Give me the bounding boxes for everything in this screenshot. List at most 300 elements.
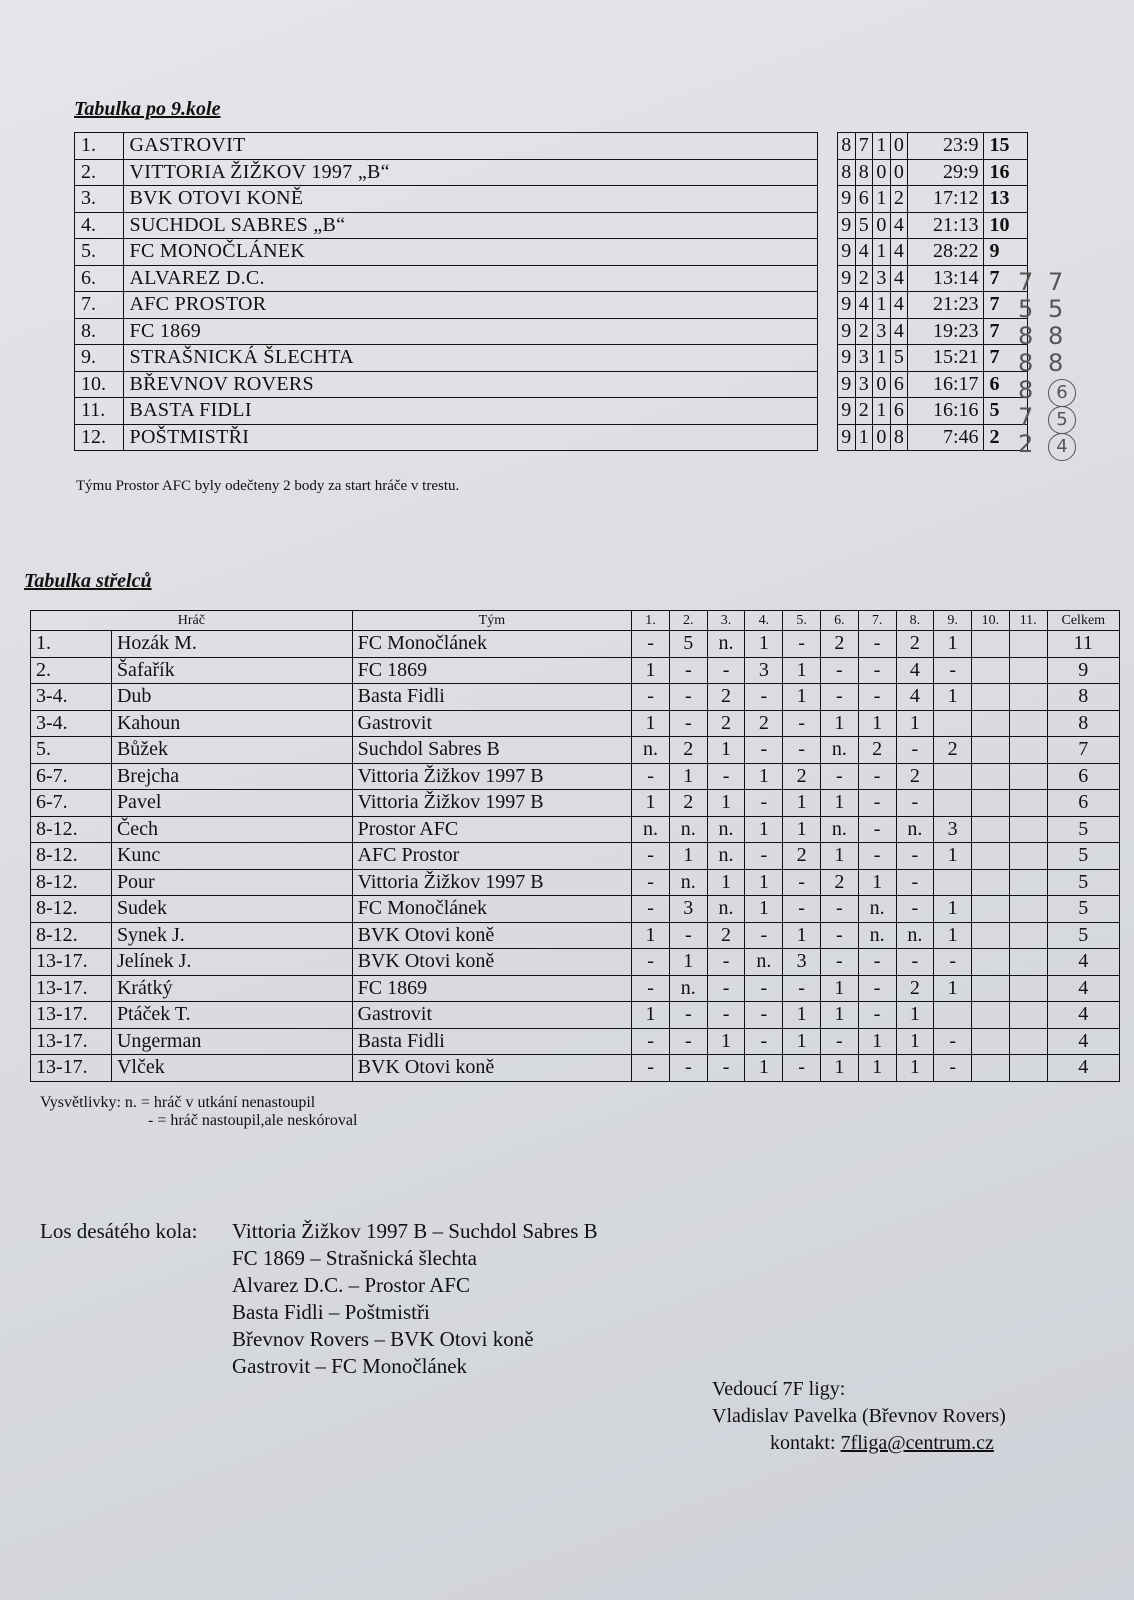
scorer-round-goals: 1 bbox=[934, 631, 972, 658]
draw-matches bbox=[232, 1218, 598, 1380]
draw-match: Alvarez D.C. – Prostor AFC bbox=[232, 1273, 470, 1297]
league-cell-p: 9 bbox=[837, 212, 855, 239]
handwritten-new: 6 bbox=[1048, 379, 1076, 407]
scorer-round-goals: - bbox=[707, 975, 745, 1002]
scorer-round-goals bbox=[972, 710, 1010, 737]
scorer-rank: 8-12. bbox=[31, 896, 112, 923]
scorer-row bbox=[31, 710, 1120, 737]
league-cell-score: 28:22 bbox=[908, 239, 983, 266]
league-gap bbox=[818, 398, 838, 425]
scorer-round-goals: - bbox=[858, 763, 896, 790]
scorer-player: Sudek bbox=[111, 896, 352, 923]
league-gap bbox=[818, 186, 838, 213]
scorer-round-goals: - bbox=[783, 710, 821, 737]
scorer-round-goals bbox=[934, 1002, 972, 1029]
league-cell-pts: 7 bbox=[983, 292, 1027, 319]
league-row bbox=[75, 212, 1028, 239]
league-cell-rank: 11. bbox=[75, 398, 124, 425]
header-round: 9. bbox=[934, 611, 972, 631]
scorer-round-goals: 1 bbox=[820, 975, 858, 1002]
handwritten-row bbox=[1018, 268, 1098, 295]
draw-label: Los desátého kola: bbox=[40, 1219, 198, 1243]
league-cell-d: 0 bbox=[873, 424, 891, 451]
scorer-player: Kahoun bbox=[111, 710, 352, 737]
scorer-rank: 8-12. bbox=[31, 869, 112, 896]
scorer-round-goals: - bbox=[745, 684, 783, 711]
league-cell-p: 9 bbox=[837, 292, 855, 319]
scorer-round-goals: 1 bbox=[632, 790, 670, 817]
scorer-round-goals: - bbox=[783, 631, 821, 658]
scorer-round-goals: - bbox=[858, 975, 896, 1002]
scorer-row bbox=[31, 737, 1120, 764]
league-cell-d: 1 bbox=[873, 292, 891, 319]
scorer-row bbox=[31, 869, 1120, 896]
league-cell-w: 2 bbox=[855, 318, 873, 345]
scorer-total: 5 bbox=[1047, 869, 1119, 896]
scorer-round-goals: 1 bbox=[820, 710, 858, 737]
league-cell-rank: 1. bbox=[75, 133, 124, 160]
scorer-player: Pavel bbox=[111, 790, 352, 817]
scorer-round-goals: - bbox=[934, 657, 972, 684]
scorer-round-goals bbox=[1009, 975, 1047, 1002]
league-cell-score: 13:14 bbox=[908, 265, 983, 292]
league-row bbox=[75, 292, 1028, 319]
scorer-round-goals bbox=[1009, 737, 1047, 764]
handwritten-new: 8 bbox=[1048, 349, 1064, 377]
scorer-round-goals bbox=[972, 896, 1010, 923]
scorer-rank: 3-4. bbox=[31, 684, 112, 711]
league-cell-pts: 7 bbox=[983, 345, 1027, 372]
league-cell-d: 1 bbox=[873, 398, 891, 425]
scorer-round-goals: - bbox=[783, 869, 821, 896]
handwritten-old: 5 bbox=[1018, 295, 1034, 323]
scorer-round-goals: 1 bbox=[745, 896, 783, 923]
scorer-round-goals: 1 bbox=[820, 843, 858, 870]
scorer-round-goals: - bbox=[783, 737, 821, 764]
scorer-round-goals: - bbox=[745, 737, 783, 764]
scorer-round-goals: - bbox=[896, 843, 934, 870]
header-round: 1. bbox=[632, 611, 670, 631]
handwritten-new: 5 bbox=[1048, 406, 1076, 434]
league-row bbox=[75, 371, 1028, 398]
league-cell-d: 3 bbox=[873, 318, 891, 345]
scorer-team: FC Monočlánek bbox=[352, 631, 632, 658]
scorer-round-goals: 1 bbox=[783, 1002, 821, 1029]
scorer-total: 4 bbox=[1047, 1002, 1119, 1029]
scorers-title: Tabulka střelců bbox=[24, 570, 152, 592]
league-cell-team: BŘEVNOV ROVERS bbox=[123, 371, 818, 398]
scorer-round-goals: 2 bbox=[783, 763, 821, 790]
signature-block bbox=[712, 1376, 1092, 1457]
scorer-round-goals: - bbox=[669, 684, 707, 711]
scorer-round-goals: 1 bbox=[858, 1055, 896, 1082]
scorer-round-goals: 1 bbox=[669, 763, 707, 790]
scorer-round-goals: 1 bbox=[783, 922, 821, 949]
league-cell-team: ALVAREZ D.C. bbox=[123, 265, 818, 292]
scorer-player: Kunc bbox=[111, 843, 352, 870]
scorer-round-goals: 1 bbox=[896, 1028, 934, 1055]
league-cell-pts: 13 bbox=[983, 186, 1027, 213]
scorer-round-goals bbox=[1009, 1002, 1047, 1029]
signature-name: Vladislav Pavelka (Břevnov Rovers) bbox=[712, 1405, 1006, 1427]
scorer-row bbox=[31, 1055, 1120, 1082]
scorer-team: Vittoria Žižkov 1997 B bbox=[352, 869, 632, 896]
league-cell-pts: 2 bbox=[983, 424, 1027, 451]
scorer-team: BVK Otovi koně bbox=[352, 922, 632, 949]
scorer-round-goals: - bbox=[896, 869, 934, 896]
league-cell-pts: 7 bbox=[983, 265, 1027, 292]
scorer-round-goals bbox=[972, 869, 1010, 896]
scorer-total: 4 bbox=[1047, 949, 1119, 976]
scorer-round-goals: - bbox=[783, 975, 821, 1002]
scorer-round-goals: - bbox=[783, 896, 821, 923]
header-round: 2. bbox=[669, 611, 707, 631]
league-table bbox=[74, 132, 1028, 451]
scorer-rank: 6-7. bbox=[31, 790, 112, 817]
scorer-total: 8 bbox=[1047, 710, 1119, 737]
league-cell-p: 9 bbox=[837, 371, 855, 398]
scorer-round-goals: n. bbox=[896, 816, 934, 843]
scorer-row bbox=[31, 1002, 1120, 1029]
league-cell-p: 9 bbox=[837, 186, 855, 213]
handwritten-row bbox=[1018, 295, 1098, 322]
scorer-round-goals: 1 bbox=[896, 1002, 934, 1029]
scorer-rank: 1. bbox=[31, 631, 112, 658]
scorer-total: 4 bbox=[1047, 1055, 1119, 1082]
handwritten-row bbox=[1018, 349, 1098, 376]
scorer-team: Gastrovit bbox=[352, 710, 632, 737]
scorer-team: Vittoria Žižkov 1997 B bbox=[352, 790, 632, 817]
scorer-round-goals bbox=[972, 1002, 1010, 1029]
scorer-round-goals: 1 bbox=[783, 684, 821, 711]
league-cell-score: 21:13 bbox=[908, 212, 983, 239]
scorer-round-goals: 1 bbox=[783, 657, 821, 684]
league-gap bbox=[818, 265, 838, 292]
handwritten-old: 8 bbox=[1018, 349, 1034, 377]
scorer-round-goals bbox=[972, 816, 1010, 843]
scorer-player: Čech bbox=[111, 816, 352, 843]
contact-email[interactable]: 7fliga@centrum.cz bbox=[840, 1432, 994, 1454]
scorer-round-goals: - bbox=[632, 975, 670, 1002]
scorer-round-goals bbox=[972, 1028, 1010, 1055]
handwritten-old: 7 bbox=[1018, 403, 1034, 431]
scorer-round-goals: 2 bbox=[896, 763, 934, 790]
league-cell-w: 8 bbox=[855, 159, 873, 186]
scorer-round-goals: 1 bbox=[858, 869, 896, 896]
league-cell-score: 19:23 bbox=[908, 318, 983, 345]
league-cell-team: AFC PROSTOR bbox=[123, 292, 818, 319]
scorer-rank: 13-17. bbox=[31, 1028, 112, 1055]
scorer-round-goals: - bbox=[632, 869, 670, 896]
scorer-round-goals bbox=[1009, 657, 1047, 684]
scorer-rank: 13-17. bbox=[31, 975, 112, 1002]
scorer-round-goals: n. bbox=[669, 975, 707, 1002]
scorer-round-goals: - bbox=[669, 657, 707, 684]
header-total: Celkem bbox=[1047, 611, 1119, 631]
scorer-round-goals: - bbox=[632, 1055, 670, 1082]
league-cell-rank: 8. bbox=[75, 318, 124, 345]
scorer-round-goals: 2 bbox=[820, 631, 858, 658]
header-player: Hráč bbox=[31, 611, 353, 631]
scorer-round-goals bbox=[1009, 949, 1047, 976]
scorer-player: Šafařík bbox=[111, 657, 352, 684]
scorer-round-goals: 1 bbox=[669, 949, 707, 976]
header-round: 10. bbox=[972, 611, 1010, 631]
league-cell-team: VITTORIA ŽIŽKOV 1997 „B“ bbox=[123, 159, 818, 186]
league-gap bbox=[818, 159, 838, 186]
scorer-round-goals: - bbox=[820, 684, 858, 711]
scorer-round-goals: - bbox=[858, 816, 896, 843]
scorer-total: 4 bbox=[1047, 975, 1119, 1002]
league-gap bbox=[818, 424, 838, 451]
scorer-total: 6 bbox=[1047, 790, 1119, 817]
league-cell-d: 1 bbox=[873, 345, 891, 372]
scorer-team: FC 1869 bbox=[352, 657, 632, 684]
scorer-round-goals: - bbox=[858, 631, 896, 658]
scorer-row bbox=[31, 763, 1120, 790]
league-cell-w: 6 bbox=[855, 186, 873, 213]
scorer-round-goals bbox=[1009, 896, 1047, 923]
scorer-round-goals: 1 bbox=[707, 737, 745, 764]
scorer-round-goals: - bbox=[669, 1002, 707, 1029]
scorer-round-goals: - bbox=[669, 710, 707, 737]
scorer-total: 5 bbox=[1047, 896, 1119, 923]
league-cell-pts: 15 bbox=[983, 133, 1027, 160]
scorer-team: Vittoria Žižkov 1997 B bbox=[352, 763, 632, 790]
scorer-player: Hozák M. bbox=[111, 631, 352, 658]
league-row bbox=[75, 424, 1028, 451]
scorer-round-goals: 2 bbox=[896, 975, 934, 1002]
scorer-round-goals: n. bbox=[669, 816, 707, 843]
scorer-round-goals bbox=[972, 657, 1010, 684]
league-cell-score: 7:46 bbox=[908, 424, 983, 451]
scorer-player: Synek J. bbox=[111, 922, 352, 949]
league-cell-pts: 6 bbox=[983, 371, 1027, 398]
scorer-round-goals: - bbox=[858, 657, 896, 684]
scorer-row bbox=[31, 922, 1120, 949]
scorer-row bbox=[31, 975, 1120, 1002]
scorer-round-goals: 1 bbox=[934, 922, 972, 949]
header-team: Tým bbox=[352, 611, 632, 631]
scorer-round-goals: 1 bbox=[632, 1002, 670, 1029]
scorer-round-goals: 1 bbox=[783, 790, 821, 817]
league-cell-score: 15:21 bbox=[908, 345, 983, 372]
scorer-row bbox=[31, 896, 1120, 923]
scorer-total: 6 bbox=[1047, 763, 1119, 790]
league-cell-w: 4 bbox=[855, 292, 873, 319]
scorer-rank: 8-12. bbox=[31, 816, 112, 843]
league-cell-d: 1 bbox=[873, 133, 891, 160]
league-cell-w: 2 bbox=[855, 265, 873, 292]
scorer-round-goals: - bbox=[632, 631, 670, 658]
scorer-round-goals bbox=[972, 684, 1010, 711]
scorer-round-goals: 2 bbox=[669, 790, 707, 817]
scorer-round-goals bbox=[1009, 790, 1047, 817]
league-cell-w: 5 bbox=[855, 212, 873, 239]
scorer-round-goals: - bbox=[745, 922, 783, 949]
scorer-round-goals: n. bbox=[669, 869, 707, 896]
scorer-round-goals bbox=[972, 790, 1010, 817]
scorer-team: Suchdol Sabres B bbox=[352, 737, 632, 764]
scorer-round-goals bbox=[1009, 869, 1047, 896]
scorer-round-goals: - bbox=[669, 1055, 707, 1082]
scorer-rank: 13-17. bbox=[31, 1002, 112, 1029]
scorer-round-goals: - bbox=[858, 790, 896, 817]
league-cell-score: 21:23 bbox=[908, 292, 983, 319]
league-cell-pts: 7 bbox=[983, 318, 1027, 345]
league-cell-pts: 10 bbox=[983, 212, 1027, 239]
scorer-round-goals: 2 bbox=[783, 843, 821, 870]
scorer-round-goals: - bbox=[632, 1028, 670, 1055]
scorer-round-goals: - bbox=[858, 843, 896, 870]
league-cell-team: FC 1869 bbox=[123, 318, 818, 345]
league-cell-pts: 9 bbox=[983, 239, 1027, 266]
league-cell-team: BASTA FIDLI bbox=[123, 398, 818, 425]
scorer-rank: 6-7. bbox=[31, 763, 112, 790]
legend bbox=[40, 1094, 357, 1130]
league-cell-l: 0 bbox=[890, 133, 908, 160]
league-cell-l: 4 bbox=[890, 212, 908, 239]
scorer-round-goals: - bbox=[707, 657, 745, 684]
league-cell-pts: 16 bbox=[983, 159, 1027, 186]
scorer-team: BVK Otovi koně bbox=[352, 1055, 632, 1082]
league-title: Tabulka po 9.kole bbox=[74, 98, 221, 120]
scorer-player: Ungerman bbox=[111, 1028, 352, 1055]
league-cell-p: 8 bbox=[837, 133, 855, 160]
scorer-row bbox=[31, 843, 1120, 870]
scorer-round-goals bbox=[972, 737, 1010, 764]
scorer-round-goals: 3 bbox=[669, 896, 707, 923]
league-cell-d: 0 bbox=[873, 212, 891, 239]
scorer-round-goals bbox=[1009, 1055, 1047, 1082]
scorer-round-goals bbox=[1009, 710, 1047, 737]
scorer-round-goals: - bbox=[896, 737, 934, 764]
scorer-round-goals: - bbox=[820, 1028, 858, 1055]
scorer-total: 5 bbox=[1047, 922, 1119, 949]
league-row bbox=[75, 345, 1028, 372]
scorer-row bbox=[31, 790, 1120, 817]
scorer-round-goals: 1 bbox=[632, 657, 670, 684]
league-cell-l: 0 bbox=[890, 159, 908, 186]
scorer-round-goals: 3 bbox=[745, 657, 783, 684]
scorer-round-goals bbox=[972, 1055, 1010, 1082]
scorer-round-goals: n. bbox=[707, 843, 745, 870]
scorer-round-goals: 1 bbox=[707, 869, 745, 896]
header-round: 5. bbox=[783, 611, 821, 631]
contact-label: kontakt: bbox=[770, 1432, 836, 1454]
handwritten-old: 8 bbox=[1018, 376, 1034, 404]
scorer-round-goals: - bbox=[820, 657, 858, 684]
scorer-round-goals: 2 bbox=[896, 631, 934, 658]
scorer-round-goals: - bbox=[896, 896, 934, 923]
league-gap bbox=[818, 133, 838, 160]
scorer-player: Bůžek bbox=[111, 737, 352, 764]
scorer-round-goals: - bbox=[669, 922, 707, 949]
league-cell-p: 8 bbox=[837, 159, 855, 186]
scorer-round-goals: 1 bbox=[820, 1055, 858, 1082]
scorer-row bbox=[31, 1028, 1120, 1055]
scorer-round-goals bbox=[1009, 1028, 1047, 1055]
scorer-round-goals: - bbox=[820, 949, 858, 976]
legend-line-2: - = hráč nastoupil,ale neskóroval bbox=[148, 1112, 358, 1129]
league-cell-d: 3 bbox=[873, 265, 891, 292]
handwritten-old: 8 bbox=[1018, 322, 1034, 350]
scorer-round-goals: - bbox=[632, 763, 670, 790]
league-cell-l: 8 bbox=[890, 424, 908, 451]
scorer-round-goals: - bbox=[707, 949, 745, 976]
scorer-round-goals: 5 bbox=[669, 631, 707, 658]
legend-label: Vysvětlivky: bbox=[40, 1094, 121, 1111]
scorer-round-goals: - bbox=[820, 922, 858, 949]
scorer-round-goals: - bbox=[707, 763, 745, 790]
header-round: 4. bbox=[745, 611, 783, 631]
handwritten-new: 7 bbox=[1048, 268, 1064, 296]
scorer-rank: 2. bbox=[31, 657, 112, 684]
scorer-round-goals: 1 bbox=[934, 896, 972, 923]
league-cell-w: 1 bbox=[855, 424, 873, 451]
scorer-row bbox=[31, 949, 1120, 976]
handwritten-old: 2 bbox=[1018, 430, 1034, 458]
scorer-round-goals: n. bbox=[858, 896, 896, 923]
scorer-round-goals bbox=[1009, 816, 1047, 843]
scorer-team: Prostor AFC bbox=[352, 816, 632, 843]
scorer-round-goals: n. bbox=[707, 896, 745, 923]
scorer-round-goals: - bbox=[669, 1028, 707, 1055]
scorer-round-goals bbox=[934, 710, 972, 737]
scorer-round-goals: - bbox=[896, 949, 934, 976]
scorer-round-goals: - bbox=[934, 949, 972, 976]
scorer-total: 7 bbox=[1047, 737, 1119, 764]
handwritten-new: 8 bbox=[1048, 322, 1064, 350]
league-cell-rank: 4. bbox=[75, 212, 124, 239]
draw-match: Basta Fidli – Poštmistři bbox=[232, 1300, 430, 1324]
scorer-round-goals: - bbox=[745, 1028, 783, 1055]
league-row bbox=[75, 159, 1028, 186]
league-row bbox=[75, 318, 1028, 345]
scorer-player: Vlček bbox=[111, 1055, 352, 1082]
scorer-team: Basta Fidli bbox=[352, 684, 632, 711]
handwritten-new: 5 bbox=[1048, 295, 1064, 323]
scorer-team: Gastrovit bbox=[352, 1002, 632, 1029]
scorer-team: AFC Prostor bbox=[352, 843, 632, 870]
scorer-round-goals bbox=[972, 763, 1010, 790]
league-cell-rank: 3. bbox=[75, 186, 124, 213]
scorer-row bbox=[31, 631, 1120, 658]
scorer-total: 5 bbox=[1047, 843, 1119, 870]
scorer-team: FC Monočlánek bbox=[352, 896, 632, 923]
scorer-round-goals: - bbox=[745, 975, 783, 1002]
scorer-round-goals: - bbox=[934, 1055, 972, 1082]
league-cell-team: FC MONOČLÁNEK bbox=[123, 239, 818, 266]
scorer-round-goals: 1 bbox=[896, 1055, 934, 1082]
scorer-player: Brejcha bbox=[111, 763, 352, 790]
scorer-round-goals: - bbox=[934, 1028, 972, 1055]
handwritten-row bbox=[1018, 322, 1098, 349]
handwritten-new: 4 bbox=[1048, 433, 1076, 461]
league-cell-l: 4 bbox=[890, 239, 908, 266]
scorer-row bbox=[31, 684, 1120, 711]
league-cell-score: 16:17 bbox=[908, 371, 983, 398]
scorer-round-goals: n. bbox=[745, 949, 783, 976]
header-round: 6. bbox=[820, 611, 858, 631]
league-cell-rank: 5. bbox=[75, 239, 124, 266]
league-row bbox=[75, 186, 1028, 213]
scorer-rank: 3-4. bbox=[31, 710, 112, 737]
scorer-round-goals: n. bbox=[632, 737, 670, 764]
league-cell-score: 23:9 bbox=[908, 133, 983, 160]
scorer-round-goals bbox=[1009, 763, 1047, 790]
scorer-round-goals: - bbox=[745, 843, 783, 870]
